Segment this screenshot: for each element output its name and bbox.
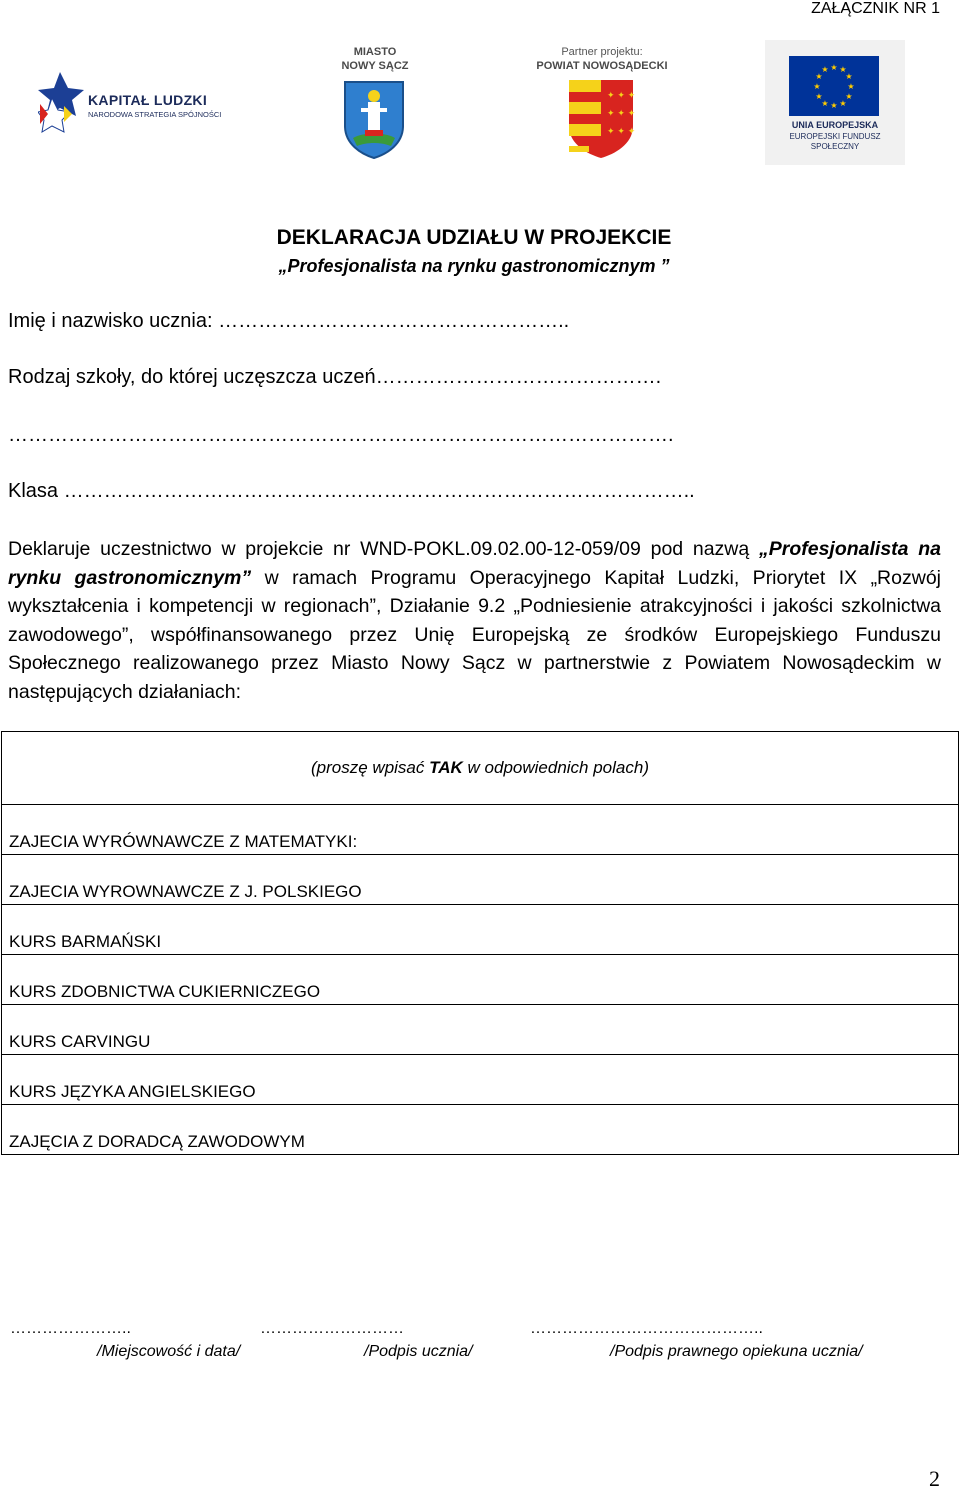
activity-career-advisor[interactable]: ZAJĘCIA Z DORADCĄ ZAWODOWYM (2, 1105, 959, 1155)
table-row[interactable] (2, 1055, 959, 1105)
document-title: DEKLARACJA UDZIAŁU W PROJEKCIE (276, 226, 672, 249)
school-type-field: Rodzaj szkoły, do której uczęszcza uczeń……………………………………. (8, 366, 662, 388)
place-date-label: /Miejscowość i data/ (97, 1343, 241, 1360)
svg-text:★: ★ (830, 101, 838, 110)
document-subtitle: „Profesjonalista na rynku gastronomicznym ” (278, 256, 670, 276)
attachment-label: ZAŁĄCZNIK NR 1 (811, 0, 940, 17)
miasto-line2: NOWY SĄCZ (341, 60, 409, 72)
partner-caption (528, 45, 676, 73)
paragraph-part-1: Deklaruje uczestnictwo w projekcie nr WND-POKL.09.02.00-12-059/09 pod nazwą (8, 538, 759, 560)
svg-text:★: ★ (821, 99, 829, 108)
table-row[interactable] (2, 1105, 959, 1155)
activity-barman[interactable]: KURS BARMAŃSKI (2, 905, 959, 955)
kapital-ludzki-logo (38, 70, 228, 140)
activity-carving[interactable]: KURS CARVINGU (2, 1005, 959, 1055)
table-row[interactable] (2, 855, 959, 905)
instruction-post: w odpowiednich polach) (462, 758, 649, 777)
miasto-line1: MIASTO (353, 46, 397, 58)
svg-text:★: ★ (839, 99, 847, 108)
svg-text:★: ★ (839, 65, 847, 74)
class-field: Klasa ………………………………………………………………………………….. (8, 480, 695, 502)
page-number: 2 (929, 1466, 940, 1491)
guardian-signature-label: /Podpis prawnego opiekuna ucznia/ (610, 1343, 863, 1360)
svg-text:★: ★ (830, 63, 838, 72)
guardian-signature-dots: …………………………………….. (530, 1320, 763, 1337)
kapital-ludzki-subtitle: NARODOWA STRATEGIA SPÓJNOŚCI (88, 110, 222, 119)
svg-text:★: ★ (845, 72, 853, 81)
student-signature-label: /Podpis ucznia/ (364, 1343, 473, 1360)
svg-text:★: ★ (821, 65, 829, 74)
eu-logo (765, 40, 905, 165)
paragraph-part-2: w ramach Programu Operacyjnego Kapitał Ludzki, Priorytet IX „Rozwój wykształcenia i kompetencji w regionach”, Działanie 9.2 „Podniesienie atrakcyjności i jakości szkolnictwa zawodowego”, współfinansowanego przez Unię Europejską ze środków Europejskiego Funduszu Społecznego realizowanego przez Miasto Nowy Sącz w partnerstwie z Powiatem Nowosądeckim w następujących działaniach: (8, 566, 941, 703)
table-row[interactable] (2, 955, 959, 1005)
activity-pastry[interactable]: KURS ZDOBNICTWA CUKIERNICZEGO (2, 955, 959, 1005)
eu-subtitle (765, 132, 905, 152)
place-date-dots: ………………….. (10, 1320, 131, 1337)
table-header-row (2, 732, 959, 805)
miasto-caption (330, 45, 420, 73)
kapital-ludzki-emblem-icon (38, 70, 86, 134)
activity-polish[interactable]: ZAJECIA WYROWNAWCZE Z J. POLSKIEGO (2, 855, 959, 905)
partner-name: POWIAT NOWOSĄDECKI (536, 60, 668, 72)
activities-table (1, 731, 959, 1155)
table-instruction (2, 732, 959, 805)
activity-english[interactable]: KURS JĘZYKA ANGIELSKIEGO (2, 1055, 959, 1105)
svg-text:★: ★ (815, 92, 823, 101)
svg-text:✦ ✦ ✦: ✦ ✦ ✦ (607, 127, 635, 137)
svg-text:★: ★ (847, 82, 855, 91)
school-type-continuation: ………………………………………………………………………………………. (8, 424, 674, 446)
instruction-tak: TAK (429, 758, 463, 777)
table-row[interactable] (2, 1005, 959, 1055)
svg-text:★: ★ (815, 72, 823, 81)
activity-math[interactable]: ZAJECIA WYRÓWNAWCZE Z MATEMATYKI: (2, 805, 959, 855)
eu-title: UNIA EUROPEJSKA (791, 120, 879, 130)
instruction-pre: (proszę wpisać (311, 758, 430, 777)
table-row[interactable] (2, 905, 959, 955)
nowy-sacz-crest-icon (343, 80, 405, 160)
eu-social-line: SPOŁECZNY (810, 142, 860, 151)
eu-stars-icon (789, 56, 879, 116)
partner-label: Partner projektu: (561, 46, 643, 58)
eu-flag-icon (789, 56, 879, 116)
kapital-ludzki-title: KAPITAŁ LUDZKI (88, 92, 208, 108)
powiat-crest-icon (567, 78, 635, 160)
table-row[interactable] (2, 805, 959, 855)
eu-fund-line: EUROPEJSKI FUNDUSZ (789, 132, 881, 141)
svg-text:★: ★ (845, 92, 853, 101)
svg-text:★: ★ (813, 82, 821, 91)
declaration-paragraph (8, 535, 941, 706)
svg-text:✦ ✦ ✦: ✦ ✦ ✦ (607, 109, 635, 119)
student-name-field: Imię i nazwisko ucznia: …………………………………………….. (8, 310, 570, 332)
project-name: „Profesjonalista na rynku gastronomicznym” (8, 538, 942, 589)
student-signature-dots: ……………………… (260, 1320, 404, 1337)
svg-text:✦ ✦ ✦: ✦ ✦ ✦ (607, 91, 635, 101)
